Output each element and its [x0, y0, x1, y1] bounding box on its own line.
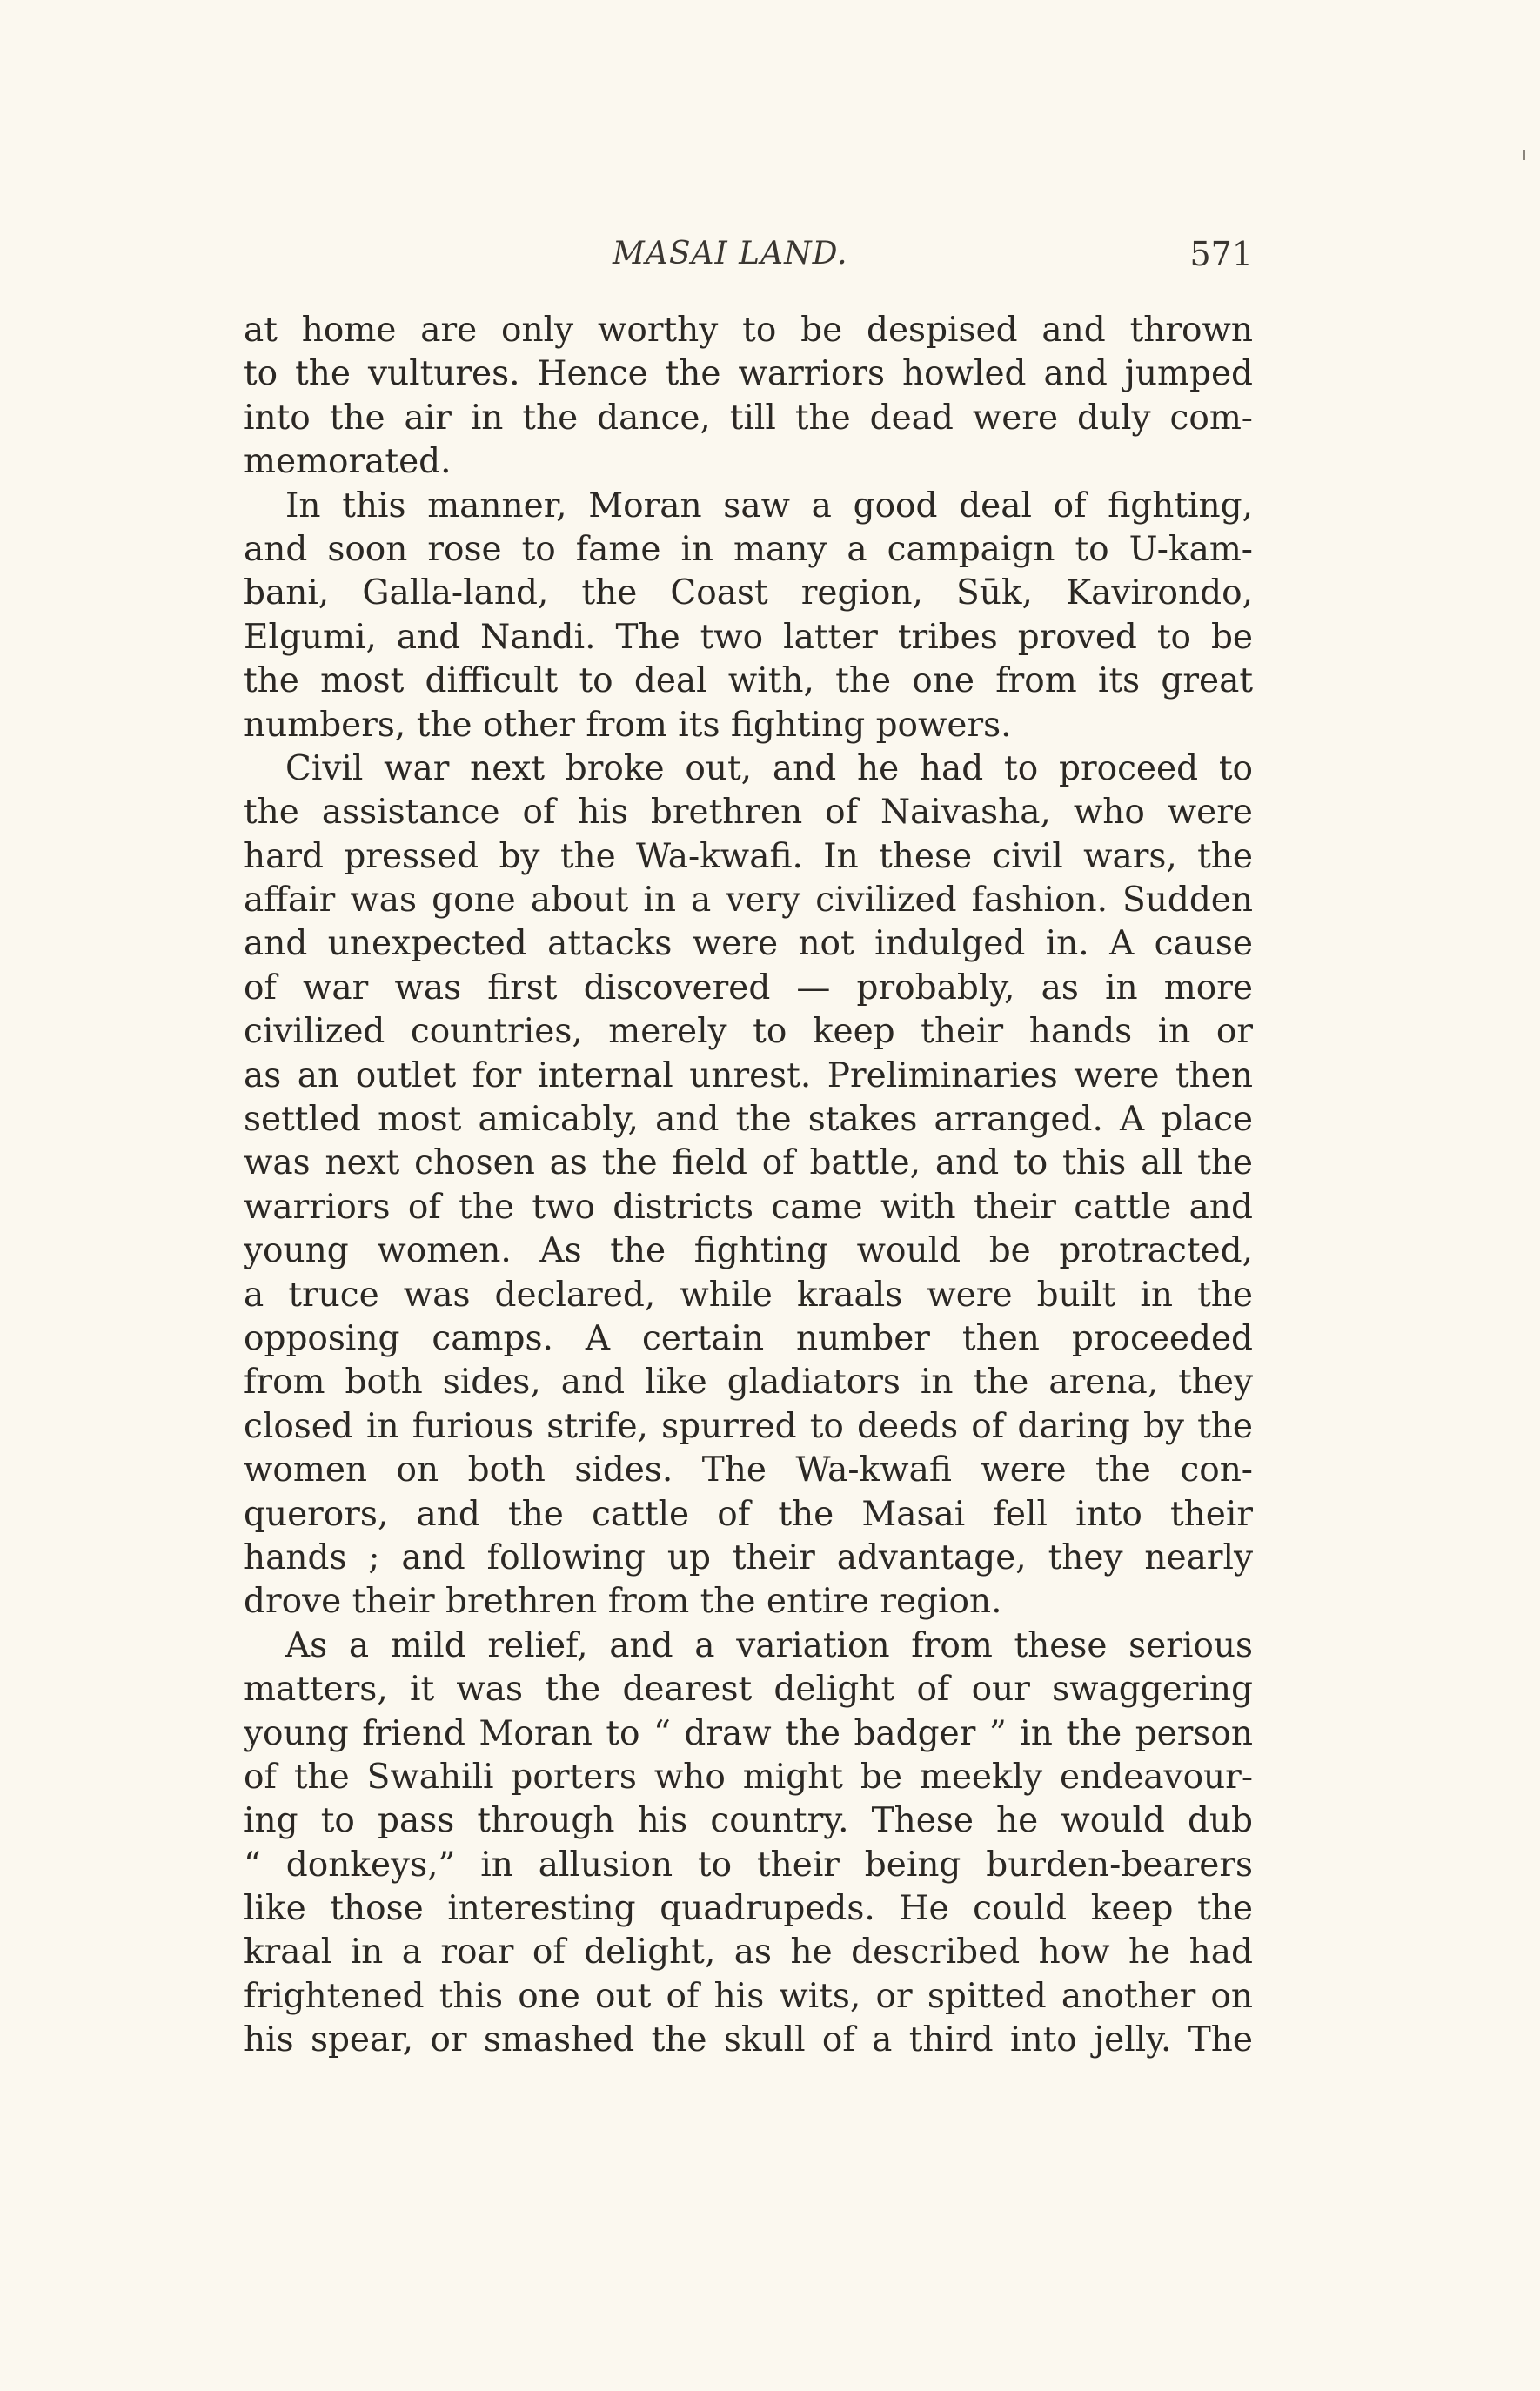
text-line: young women. As the fighting would be protracted,	[244, 1231, 1253, 1271]
text-line: opposing camps. A certain number then proceeded	[244, 1318, 1253, 1358]
text-line: affair was gone about in a very civilized fashion. Sudden	[244, 881, 1253, 921]
text-line: of the Swahili porters who might be meekly endeavour-	[244, 1757, 1253, 1797]
text-line: at home are only worthy to be despised and thrown	[244, 311, 1253, 350]
text-line: hands ; and following up their advantage, they nearly	[244, 1537, 1253, 1577]
text-line: his spear, or smashed the skull of a third into jelly. The	[244, 2020, 1253, 2060]
text-line: and soon rose to fame in many a campaign to U-kam-	[244, 529, 1253, 569]
running-head	[244, 228, 1253, 280]
text-line: women on both sides. The Wa-kwafi were the con-	[244, 1450, 1253, 1490]
text-line: closed in furious strife, spurred to deeds of daring by the	[244, 1406, 1253, 1446]
text-line: bani, Galla-land, the Coast region, Sūk, Kavirondo,	[244, 573, 1253, 613]
body-text	[244, 309, 1253, 2063]
text-line: young friend Moran to “ draw the badger ” in the person	[244, 1713, 1253, 1753]
text-line: into the air in the dance, till the dead were duly com-	[244, 398, 1253, 438]
text-line: civilized countries, merely to keep their hands in or	[244, 1012, 1253, 1052]
text-line: querors, and the cattle of the Masai fell into their	[244, 1494, 1253, 1534]
text-line: from both sides, and like gladiators in the arena, they	[244, 1363, 1253, 1403]
text-line: and unexpected attacks were not indulged in. A cause	[244, 924, 1253, 964]
text-line: to the vultures. Hence the warriors howled and jumped	[244, 354, 1253, 394]
text-line: settled most amicably, and the stakes arranged. A place	[244, 1100, 1253, 1140]
text-line: Elgumi, and Nandi. The two latter tribes proved to be	[244, 617, 1253, 657]
text-line: As a mild relief, and a variation from these serious	[285, 1625, 1253, 1665]
text-line: “ donkeys,” in allusion to their being burden-bearers	[244, 1845, 1253, 1885]
text-line: as an outlet for internal unrest. Preliminaries were then	[244, 1055, 1253, 1095]
text-line: a truce was declared, while kraals were built in the	[244, 1275, 1253, 1315]
running-title: MASAI LAND.	[613, 236, 848, 271]
text-line: frightened this one out of his wits, or spitted another on	[244, 1976, 1253, 2016]
text-line: numbers, the other from its fighting powers.	[244, 705, 1012, 745]
text-line: In this manner, Moran saw a good deal of fighting,	[285, 486, 1253, 526]
text-line: matters, it was the dearest delight of our swaggering	[244, 1670, 1253, 1710]
text-line: ing to pass through his country. These he would dub	[244, 1801, 1253, 1841]
text-line: the assistance of his brethren of Naivasha, who were	[244, 793, 1253, 833]
text-line: drove their brethren from the entire region.	[244, 1582, 1002, 1622]
margin-mark	[1523, 150, 1525, 160]
text-line: warriors of the two districts came with their cattle and	[244, 1187, 1253, 1227]
text-line: was next chosen as the field of battle, and to this all the	[244, 1143, 1253, 1183]
text-line: the most difficult to deal with, the one from its great	[244, 661, 1253, 701]
text-line: hard pressed by the Wa-kwafi. In these civil wars, the	[244, 836, 1253, 876]
page-number: 571	[1189, 235, 1253, 273]
text-line: Civil war next broke out, and he had to proceed to	[285, 748, 1253, 788]
text-line: of war was first discovered — probably, as in more	[244, 968, 1253, 1008]
text-line: kraal in a roar of delight, as he described how he had	[244, 1932, 1253, 1972]
text-line: like those interesting quadrupeds. He could keep the	[244, 1889, 1253, 1929]
text-line: memorated.	[244, 442, 452, 482]
